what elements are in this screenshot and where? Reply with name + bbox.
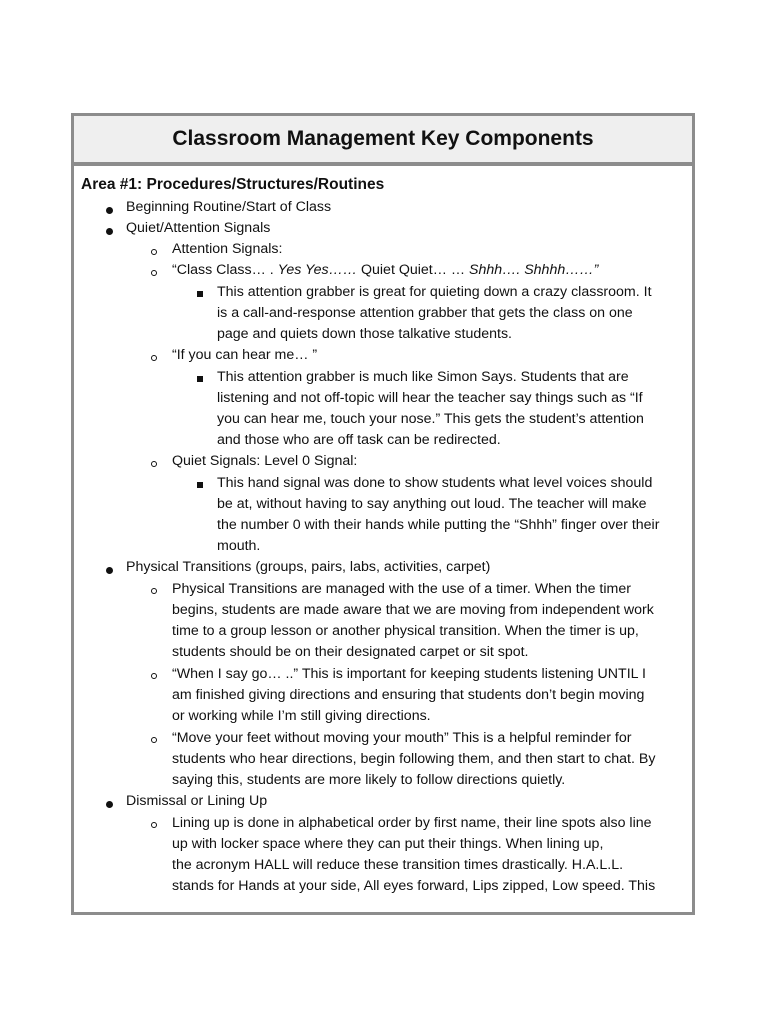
- document-page: [71, 113, 695, 915]
- paragraph-line: saying this, students are more likely to follow directions quietly.: [172, 772, 566, 788]
- list-item: Physical Transitions (groups, pairs, labs, activities, carpet): [126, 559, 491, 575]
- paragraph-line: am finished giving directions and ensuring that students don’t begin moving: [172, 687, 645, 703]
- list-item: Quiet/Attention Signals: [126, 220, 271, 236]
- paragraph-line: mouth.: [217, 538, 261, 554]
- paragraph-line: time to a group lesson or another physical transition. When the timer is up,: [172, 623, 639, 639]
- paragraph-line: “When I say go… ..” This is important for keeping students listening UNTIL I: [172, 666, 646, 682]
- paragraph-line: stands for Hands at your side, All eyes forward, Lips zipped, Low speed. This: [172, 878, 656, 894]
- paragraph-line: you can hear me, touch your nose.” This gets the student’s attention: [217, 411, 644, 427]
- list-item: Dismissal or Lining Up: [126, 793, 268, 809]
- title-bar: [74, 116, 692, 166]
- document-title: Classroom Management Key Components: [172, 127, 594, 150]
- paragraph-line: Lining up is done in alphabetical order by first name, their line spots also line: [172, 815, 652, 831]
- area-heading: Area #1: Procedures/Structures/Routines: [81, 176, 385, 193]
- paragraph-line: Physical Transitions are managed with the use of a timer. When the timer: [172, 581, 631, 597]
- bullet-square-icon: [197, 482, 203, 488]
- paragraph-line: “Move your feet without moving your mouth” This is a helpful reminder for: [172, 730, 632, 746]
- bullet-disc-icon: [106, 567, 113, 574]
- bullet-circle-icon: [151, 588, 157, 594]
- list-item: Beginning Routine/Start of Class: [126, 199, 332, 215]
- paragraph-line: students should be on their designated carpet or sit spot.: [172, 644, 529, 660]
- paragraph-line: page and quiets down those talkative students.: [217, 326, 512, 342]
- bullet-circle-icon: [151, 270, 157, 276]
- paragraph-line: the acronym HALL will reduce these transition times drastically. H.A.L.L.: [172, 857, 624, 873]
- paragraph-line: students who hear directions, begin following them, and then start to chat. By: [172, 751, 656, 767]
- bullet-disc-icon: [106, 228, 113, 235]
- bullet-disc-icon: [106, 801, 113, 808]
- bullet-disc-icon: [106, 207, 113, 214]
- paragraph-line: This hand signal was done to show students what level voices should: [217, 475, 653, 491]
- list-item: Attention Signals:: [172, 241, 283, 257]
- paragraph-line: This attention grabber is great for quieting down a crazy classroom. It: [217, 284, 652, 300]
- bullet-circle-icon: [151, 673, 157, 679]
- paragraph-line: up with locker space where they can put their things. When lining up,: [172, 836, 604, 852]
- paragraph-line: is a call-and-response attention grabber that gets the class on one: [217, 305, 633, 321]
- paragraph-line: the number 0 with their hands while putting the “Shhh” finger over their: [217, 517, 660, 533]
- paragraph-line: begins, students are made aware that we are moving from independent work: [172, 602, 654, 618]
- bullet-circle-icon: [151, 461, 157, 467]
- paragraph-line: listening and not off-topic will hear the teacher say things such as “If: [217, 390, 643, 406]
- bullet-square-icon: [197, 376, 203, 382]
- bullet-circle-icon: [151, 355, 157, 361]
- list-item: [172, 260, 598, 281]
- list-item: “If you can hear me… ”: [172, 347, 318, 363]
- paragraph-line: be at, without having to say anything out loud. The teacher will make: [217, 496, 647, 512]
- text-segment: “Class Class… .: [172, 262, 278, 278]
- text-segment-italic: Shhh…. Shhhh……”: [469, 262, 599, 278]
- bullet-square-icon: [197, 291, 203, 297]
- text-segment-italic: Yes Yes……: [277, 262, 358, 278]
- bullet-circle-icon: [151, 737, 157, 743]
- paragraph-line: or working while I’m still giving directions.: [172, 708, 431, 724]
- paragraph-line: and those who are off task can be redirected.: [217, 432, 501, 448]
- text-segment: Quiet Quiet… …: [357, 262, 469, 278]
- bullet-circle-icon: [151, 249, 157, 255]
- paragraph-line: This attention grabber is much like Simon Says. Students that are: [217, 369, 629, 385]
- list-item: Quiet Signals: Level 0 Signal:: [172, 453, 358, 469]
- bullet-circle-icon: [151, 822, 157, 828]
